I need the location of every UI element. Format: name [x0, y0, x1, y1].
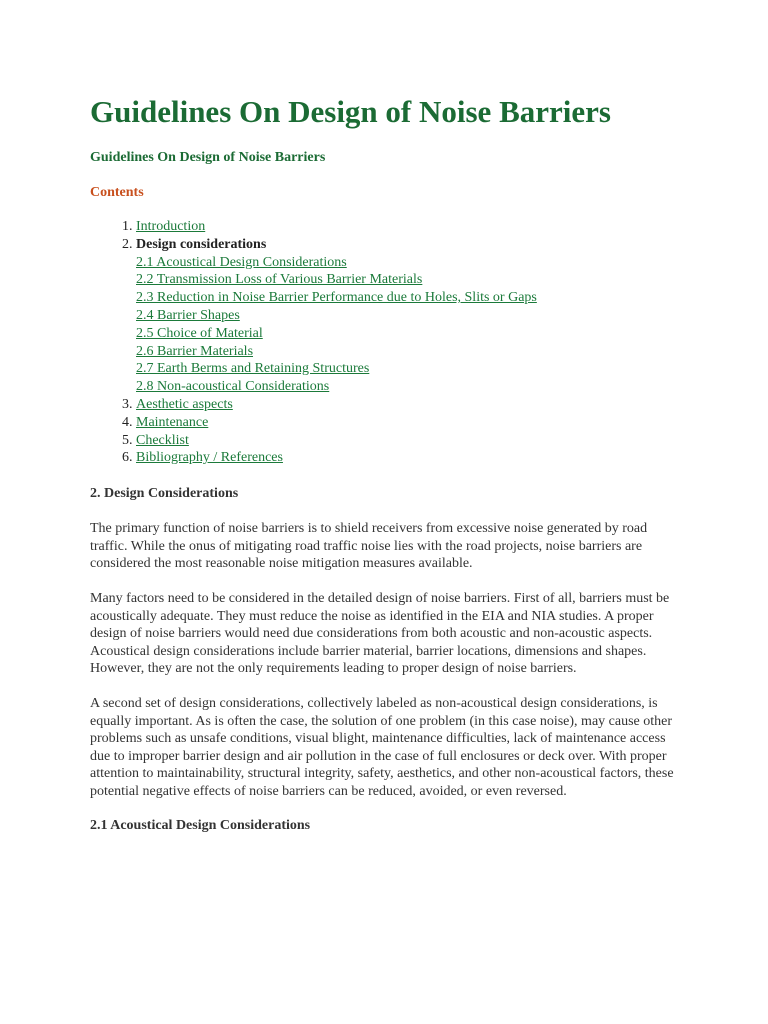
toc-link-2-7[interactable]: 2.7 Earth Berms and Retaining Structures [136, 361, 370, 377]
toc-item-design-considerations [136, 236, 678, 396]
toc-link-bibliography[interactable]: Bibliography / References [136, 450, 283, 466]
toc-item-bibliography [136, 449, 678, 467]
section-heading-acoustical-design: 2.1 Acoustical Design Considerations [90, 818, 311, 834]
toc-link-introduction[interactable]: Introduction [136, 219, 206, 234]
paragraph: The primary function of noise barriers is to shield receivers from excessive noise generated by road traffic. While the onus of mitigating road traffic noise lies with the road projects, noise barriers are considered the most reasonable noise mitigation measures available. [90, 521, 648, 572]
toc-link-2-4[interactable]: 2.4 Barrier Shapes [136, 307, 240, 323]
toc-link-maintenance[interactable]: Maintenance [136, 414, 209, 430]
toc-link-2-3[interactable]: 2.3 Reduction in Noise Barrier Performance due to Holes, Slits or Gaps [136, 290, 537, 306]
toc-subsection-list [136, 254, 678, 396]
toc-link-checklist[interactable]: Checklist [136, 432, 189, 448]
toc-label-design-considerations: Design considerations [136, 236, 267, 252]
toc-link-2-6[interactable]: 2.6 Barrier Materials [136, 343, 254, 359]
toc-item-introduction [136, 218, 678, 236]
toc-link-2-2[interactable]: 2.2 Transmission Loss of Various Barrier Materials [136, 272, 423, 288]
contents-heading: Contents [90, 185, 144, 200]
paragraph: Many factors need to be considered in the detailed design of noise barriers. First of all, barriers must be acoustically adequate. They must reduce the noise as identified in the EIA and NIA studies. A proper design of noise barriers would need due considerations from both acoustic and non-acoustic aspects. Acoustical design considerations include barrier material, barrier locations, dimensions and shapes. However, they are not the only requirements leading to proper design of noise barriers. [90, 590, 670, 677]
paragraph: A second set of design considerations, collectively labeled as non-acoustical design considerations, is equally important. As is often the case, the solution of one problem (in this case noise), may cause other problems such as unsafe conditions, visual blight, maintenance difficulties, lack of maintenance access due to improper barrier design and air pollution in the case of full enclosures or deck over. With proper attention to maintainability, structural integrity, safety, aesthetics, and other non-acoustical factors, these potential negative effects of noise barriers can be reduced, avoided, or even reversed. [90, 695, 674, 799]
toc-link-aesthetic-aspects[interactable]: Aesthetic aspects [136, 396, 233, 412]
toc-link-2-1[interactable]: 2.1 Acoustical Design Considerations [136, 254, 347, 270]
toc-item-checklist [136, 432, 678, 450]
section-heading-design-considerations: 2. Design Considerations [90, 486, 239, 502]
toc-link-2-5[interactable]: 2.5 Choice of Material [136, 325, 263, 341]
toc-link-2-8[interactable]: 2.8 Non-acoustical Considerations [136, 379, 330, 395]
document-subtitle: Guidelines On Design of Noise Barriers [90, 150, 326, 165]
table-of-contents [90, 218, 678, 467]
toc-item-maintenance [136, 414, 678, 432]
toc-item-aesthetic-aspects [136, 396, 678, 414]
page-title: Guidelines On Design of Noise Barriers [90, 94, 611, 129]
